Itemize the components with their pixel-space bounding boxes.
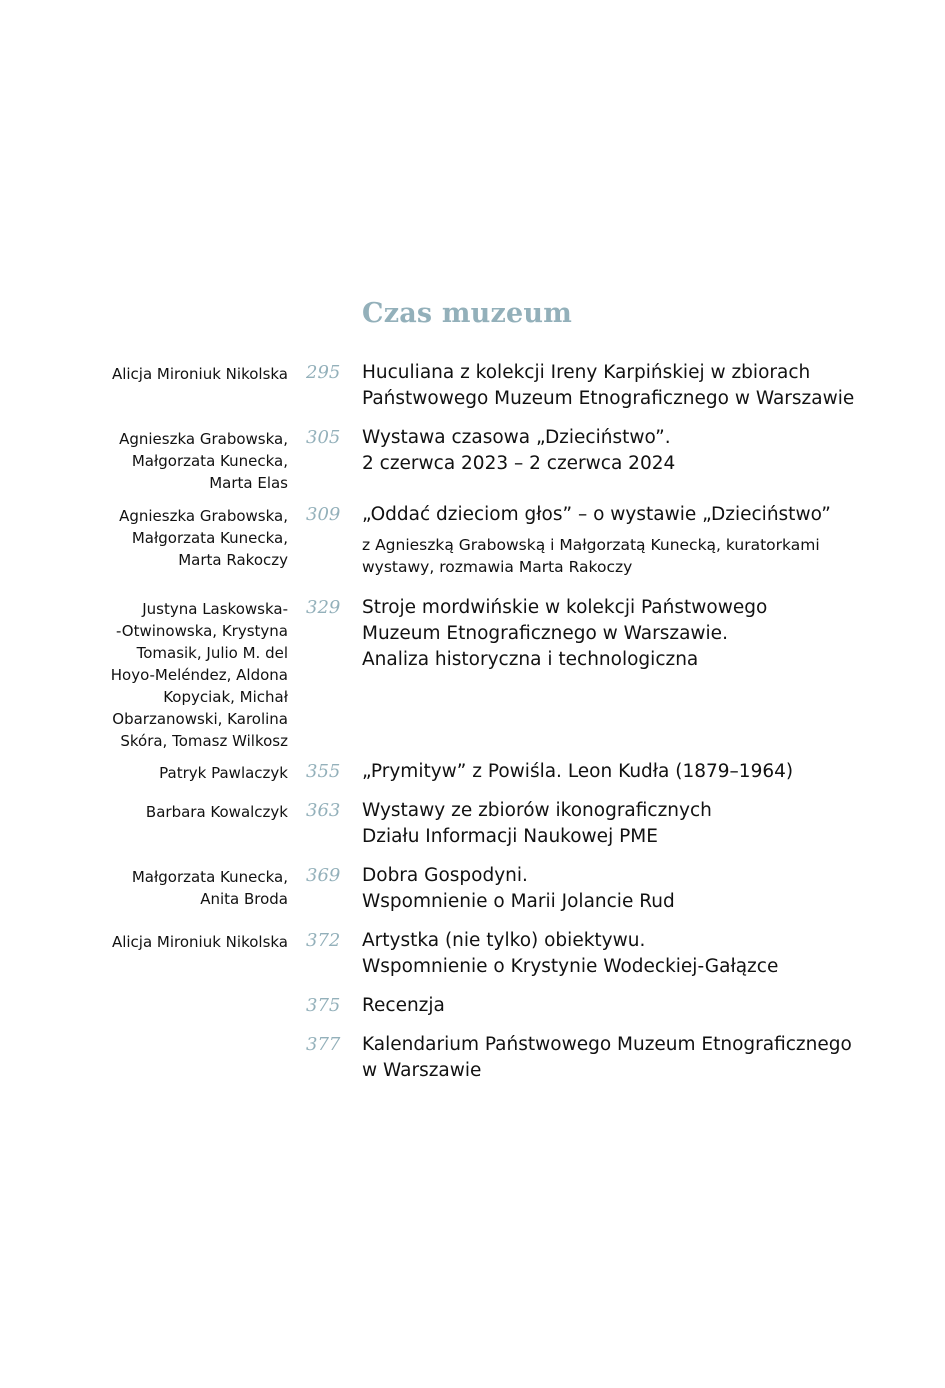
entry-authors: Justyna Laskowska- -Otwinowska, Krystyna Tomasik, Julio M. del Hoyo-Meléndez, Aldona Kopyciak, Michał Obarzanowski, Karolina Skóra, Tomasz Wilkosz (110, 600, 288, 750)
entry-page-number: 295 (306, 362, 341, 383)
entry-title-text: Kalendarium Państwowego Muzeum Etnograficznego w Warszawie (362, 1034, 852, 1081)
entry-page-number: 305 (306, 427, 341, 448)
entry-authors: Barbara Kowalczyk (145, 803, 288, 821)
entry-title (362, 425, 882, 477)
entry-title (362, 595, 882, 673)
entry-title-text: Wystawy ze zbiorów ikonograficznych Działu Informacji Naukowej PME (362, 800, 712, 847)
entry-title (362, 928, 882, 980)
entry-page-number: 369 (306, 865, 341, 886)
entry-authors: Alicja Mironiuk Nikolska (111, 933, 288, 951)
entry-title-text: Dobra Gospodyni. Wspomnienie o Marii Jolancie Rud (362, 865, 675, 912)
entry-title (362, 993, 882, 1019)
section-title: Czas muzeum (362, 298, 573, 329)
entry-title (362, 360, 882, 412)
entry-page-number: 375 (306, 995, 341, 1016)
entry-page-number: 329 (306, 597, 341, 618)
entry-title (362, 798, 882, 850)
entry-title-text: Recenzja (362, 995, 445, 1016)
entry-title (362, 759, 882, 785)
entry-page-number: 355 (306, 761, 341, 782)
entry-title (362, 863, 882, 915)
entry-page-number: 309 (306, 504, 341, 525)
entry-authors: Alicja Mironiuk Nikolska (111, 365, 288, 383)
entry-authors: Patryk Pawlaczyk (159, 764, 288, 782)
entry-subtitle: z Agnieszką Grabowską i Małgorzatą Kunecką, kuratorkami wystawy, rozmawia Marta Rakoczy (362, 536, 820, 576)
entry-authors: Małgorzata Kunecka, Anita Broda (131, 868, 288, 908)
entry-authors: Agnieszka Grabowska, Małgorzata Kunecka, Marta Elas (119, 430, 288, 492)
entry-title-text: Huculiana z kolekcji Ireny Karpińskiej w zbiorach Państwowego Muzeum Etnograficznego w Warszawie (362, 362, 855, 409)
entry-title-text: „Oddać dzieciom głos” – o wystawie „Dzieciństwo” (362, 504, 831, 525)
entry-title (362, 1032, 882, 1084)
entry-page-number: 372 (306, 930, 341, 951)
entry-title-text: Artystka (nie tylko) obiektywu. Wspomnienie o Krystynie Wodeckiej-Gałązce (362, 930, 779, 977)
entry-page-number: 377 (306, 1034, 341, 1055)
entry-title (362, 502, 882, 578)
entry-title-text: Stroje mordwińskie w kolekcji Państwowego Muzeum Etnograficznego w Warszawie. Analiza historyczna i technologiczna (362, 597, 768, 670)
entry-title-text: „Prymityw” z Powiśla. Leon Kudła (1879–1964) (362, 761, 794, 782)
entry-authors: Agnieszka Grabowska, Małgorzata Kunecka, Marta Rakoczy (119, 507, 288, 569)
entry-title-text: Wystawa czasowa „Dzieciństwo”. 2 czerwca 2023 – 2 czerwca 2024 (362, 427, 676, 474)
entry-page-number: 363 (306, 800, 341, 821)
